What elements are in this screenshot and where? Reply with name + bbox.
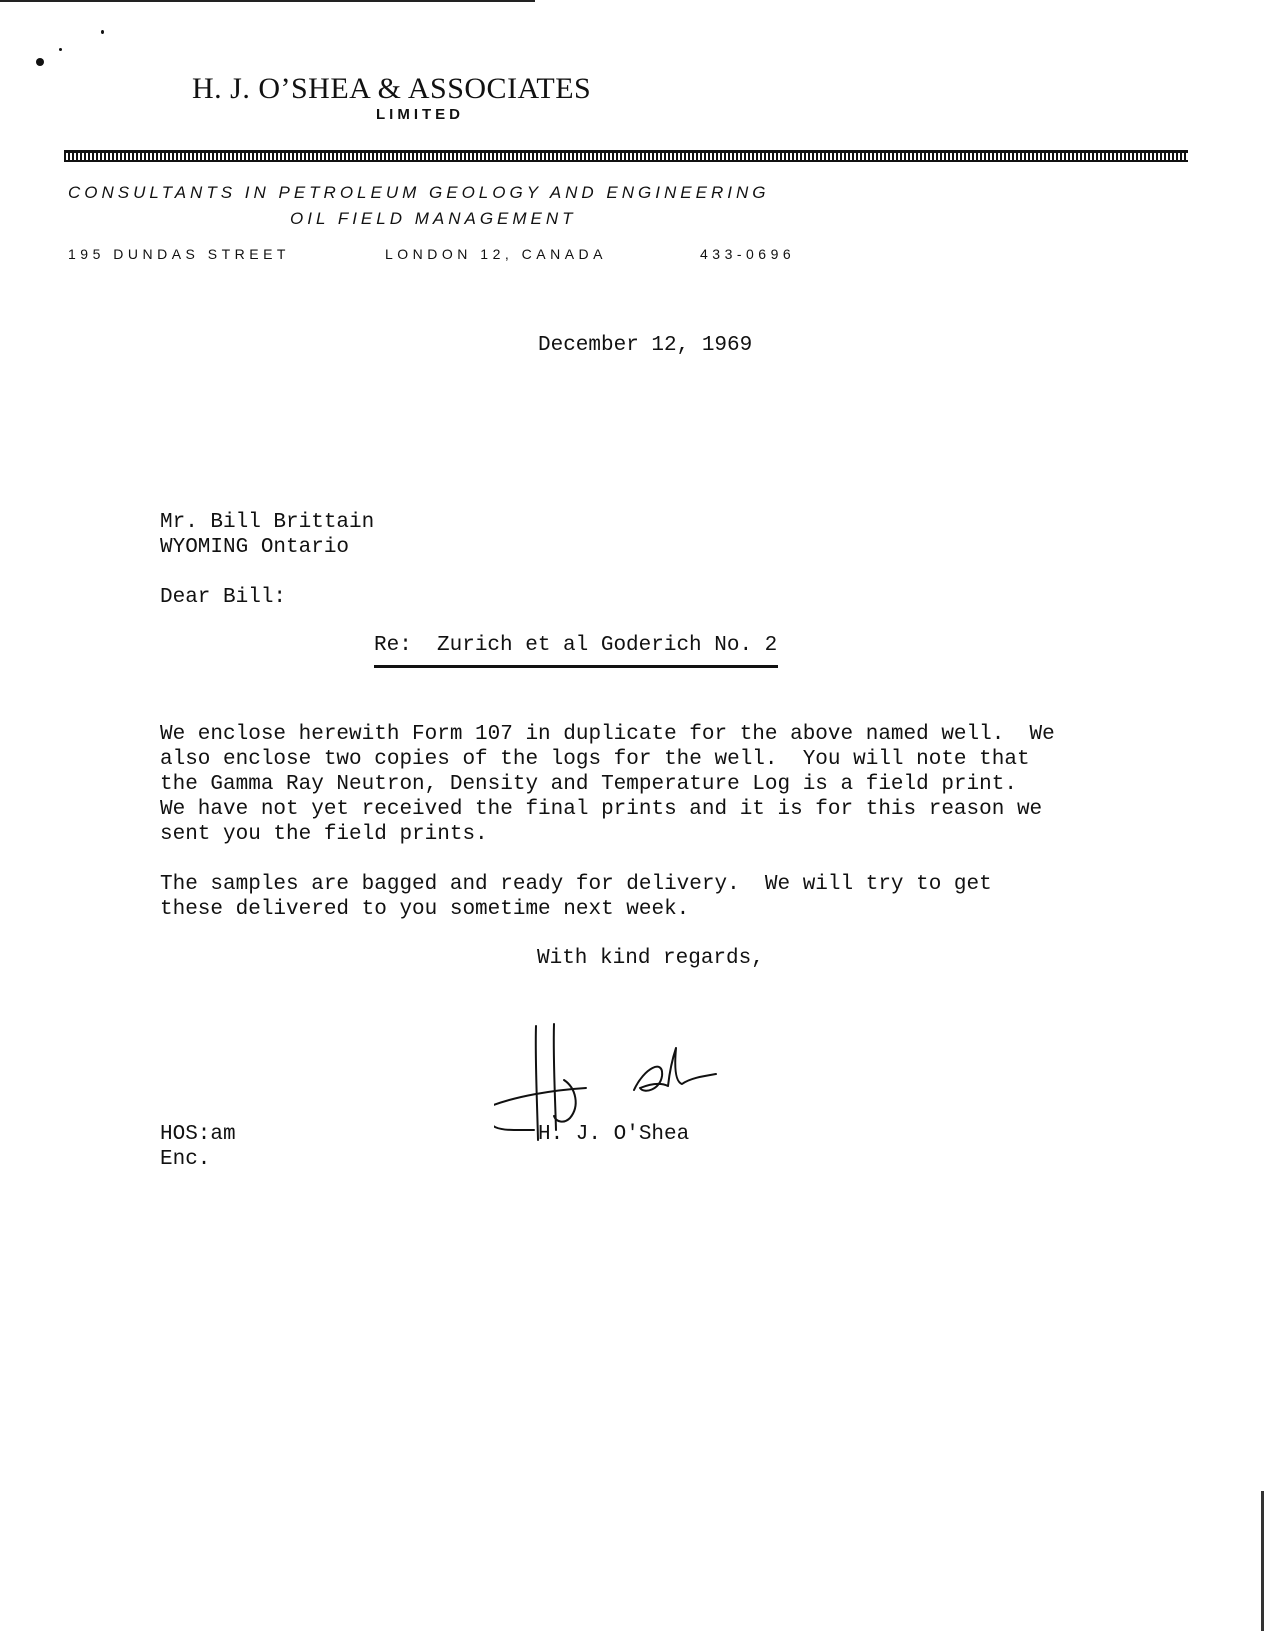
recipient-name: Mr. Bill Brittain <box>160 511 375 534</box>
body-paragraph: We enclose herewith Form 107 in duplicate for the above named well. We also enclose two copies of the logs for the well. You will note that the Gamma Ray Neutron, Density and Temperature Log is a field print. We have not yet received the final prints and it is for this reason we sent you the field prints. <box>160 723 1055 846</box>
signer-name: H. J. O'Shea <box>538 1123 690 1146</box>
letterhead-tagline-secondary: OIL FIELD MANAGEMENT <box>290 209 577 228</box>
body-paragraph: The samples are bagged and ready for delivery. We will try to get these delivered to you sometime next week. <box>160 873 992 921</box>
salutation: Dear Bill: <box>160 586 287 609</box>
address-city: LONDON 12, CANADA <box>385 246 607 262</box>
recipient-location: WYOMING Ontario <box>160 536 350 559</box>
reference-initials: HOS:am <box>160 1123 236 1146</box>
company-suffix: LIMITED <box>376 106 464 123</box>
letterhead-tagline: CONSULTANTS IN PETROLEUM GEOLOGY AND ENGINEERING <box>68 183 770 202</box>
enclosure-note: Enc. <box>160 1148 211 1171</box>
address-street: 195 DUNDAS STREET <box>68 246 290 262</box>
subject-line: Re: Zurich et al Goderich No. 2 <box>374 634 778 657</box>
letterhead-rule <box>64 150 1188 162</box>
scan-speck <box>101 30 104 34</box>
company-name: H. J. O’SHEA & ASSOCIATES <box>192 72 592 105</box>
address-phone: 433-0696 <box>700 246 796 262</box>
scan-speck <box>59 48 62 51</box>
scan-edge-top <box>0 0 535 2</box>
letter-date: December 12, 1969 <box>538 334 753 357</box>
scan-speck <box>36 58 44 66</box>
closing: With kind regards, <box>537 947 764 970</box>
subject-underline <box>374 665 778 668</box>
